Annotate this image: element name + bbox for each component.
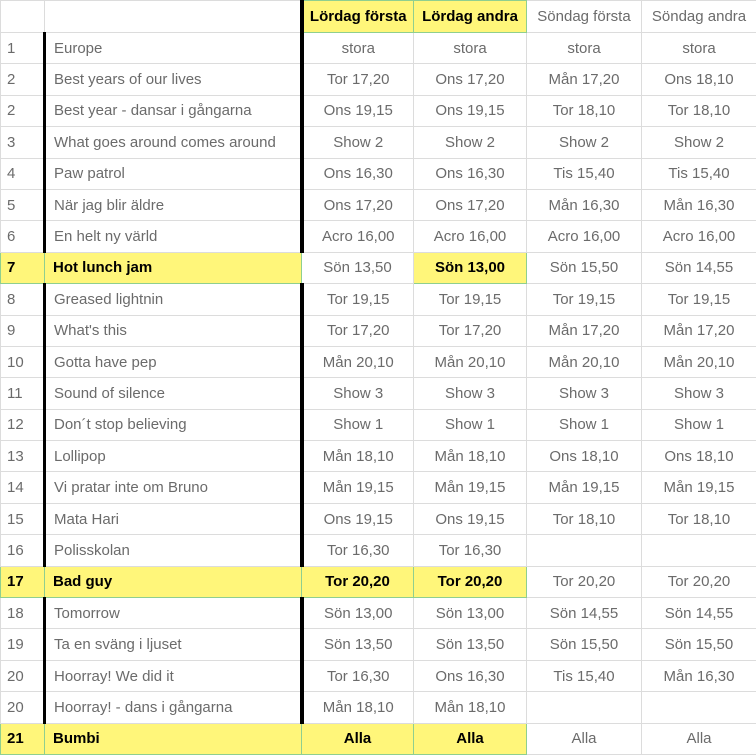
- row-number-cell[interactable]: 8: [1, 284, 45, 315]
- schedule-cell[interactable]: Sön 13,00: [414, 598, 527, 629]
- schedule-cell[interactable]: Tis 15,40: [642, 158, 756, 189]
- schedule-cell[interactable]: Show 2: [414, 127, 527, 158]
- schedule-cell[interactable]: Mån 18,10: [302, 692, 414, 723]
- table-row: [1, 95, 756, 126]
- song-title-cell[interactable]: Lollipop: [45, 441, 302, 472]
- table-row: [1, 33, 756, 64]
- song-title-cell[interactable]: Europe: [45, 33, 302, 64]
- table-body: [1, 1, 756, 755]
- schedule-cell[interactable]: stora: [527, 33, 642, 64]
- schedule-cell[interactable]: Show 1: [527, 409, 642, 440]
- schedule-cell[interactable]: Show 3: [527, 378, 642, 409]
- schedule-cell[interactable]: Mån 19,15: [414, 472, 527, 503]
- table-row: [1, 221, 756, 252]
- schedule-cell[interactable]: Mån 16,30: [642, 189, 756, 220]
- column-header-sondag-andra[interactable]: Söndag andra: [642, 1, 756, 33]
- schedule-cell[interactable]: Mån 20,10: [527, 346, 642, 377]
- row-number-cell[interactable]: 20: [1, 692, 45, 723]
- schedule-cell[interactable]: Show 1: [642, 409, 756, 440]
- schedule-cell[interactable]: Show 2: [302, 127, 414, 158]
- row-number-cell[interactable]: 3: [1, 127, 45, 158]
- schedule-cell[interactable]: Tor 20,20: [642, 566, 756, 597]
- schedule-cell[interactable]: Ons 16,30: [414, 158, 527, 189]
- schedule-cell[interactable]: Ons 16,30: [302, 158, 414, 189]
- schedule-cell[interactable]: Show 1: [302, 409, 414, 440]
- schedule-cell[interactable]: Show 1: [414, 409, 527, 440]
- schedule-cell[interactable]: Tis 15,40: [527, 660, 642, 691]
- schedule-cell[interactable]: Sön 13,00: [302, 598, 414, 629]
- schedule-cell[interactable]: Mån 17,20: [642, 315, 756, 346]
- schedule-cell[interactable]: Mån 18,10: [414, 441, 527, 472]
- schedule-cell[interactable]: Tor 20,20: [302, 566, 414, 597]
- header-row: [1, 1, 756, 33]
- schedule-cell[interactable]: Tor 18,10: [527, 95, 642, 126]
- schedule-cell[interactable]: Sön 14,55: [642, 252, 756, 283]
- schedule-cell[interactable]: Show 3: [414, 378, 527, 409]
- table-row: [1, 127, 756, 158]
- schedule-cell[interactable]: Tor 17,20: [414, 315, 527, 346]
- schedule-cell[interactable]: Tor 19,15: [414, 284, 527, 315]
- song-title-cell[interactable]: Hoorray! - dans i gångarna: [45, 692, 302, 723]
- table-row: [1, 315, 756, 346]
- row-number-cell[interactable]: 21: [1, 723, 45, 754]
- corner-cell[interactable]: [1, 1, 45, 33]
- schedule-cell[interactable]: Mån 17,20: [527, 64, 642, 95]
- schedule-cell[interactable]: stora: [302, 33, 414, 64]
- song-title-cell[interactable]: Greased lightnin: [45, 284, 302, 315]
- table-row: [1, 566, 756, 597]
- table-row: [1, 158, 756, 189]
- column-header-lordag-andra[interactable]: Lördag andra: [414, 1, 527, 33]
- row-number-cell[interactable]: 19: [1, 629, 45, 660]
- song-title-cell[interactable]: Best years of our lives: [45, 64, 302, 95]
- row-number-cell[interactable]: 7: [1, 252, 45, 283]
- song-title-cell[interactable]: Ta en sväng i ljuset: [45, 629, 302, 660]
- schedule-cell[interactable]: Tor 16,30: [414, 535, 527, 566]
- schedule-cell[interactable]: Tor 18,10: [642, 95, 756, 126]
- schedule-cell[interactable]: Ons 18,10: [642, 64, 756, 95]
- schedule-cell[interactable]: Ons 16,30: [414, 660, 527, 691]
- schedule-cell[interactable]: Ons 17,20: [414, 189, 527, 220]
- schedule-cell[interactable]: Tor 19,15: [302, 284, 414, 315]
- schedule-cell[interactable]: Tor 16,30: [302, 535, 414, 566]
- schedule-cell[interactable]: Tor 19,15: [642, 284, 756, 315]
- row-number-cell[interactable]: 1: [1, 33, 45, 64]
- schedule-cell[interactable]: [642, 535, 756, 566]
- song-title-cell[interactable]: Vi pratar inte om Bruno: [45, 472, 302, 503]
- schedule-cell[interactable]: Sön 13,50: [302, 252, 414, 283]
- schedule-cell[interactable]: Alla: [302, 723, 414, 754]
- song-title-cell[interactable]: När jag blir äldre: [45, 189, 302, 220]
- row-number-cell[interactable]: 11: [1, 378, 45, 409]
- schedule-cell[interactable]: Sön 13,50: [414, 629, 527, 660]
- song-title-cell[interactable]: Polisskolan: [45, 535, 302, 566]
- schedule-cell[interactable]: Alla: [527, 723, 642, 754]
- song-title-cell[interactable]: Bumbi: [45, 723, 302, 754]
- schedule-cell[interactable]: Ons 19,15: [414, 95, 527, 126]
- schedule-cell[interactable]: Mån 18,10: [414, 692, 527, 723]
- row-number-cell[interactable]: 14: [1, 472, 45, 503]
- schedule-cell[interactable]: Tor 20,20: [527, 566, 642, 597]
- column-header-lordag-forsta[interactable]: Lördag första: [302, 1, 414, 33]
- schedule-cell[interactable]: Ons 18,10: [642, 441, 756, 472]
- schedule-cell[interactable]: Ons 19,15: [302, 503, 414, 534]
- table-row: [1, 284, 756, 315]
- header-title-cell[interactable]: [45, 1, 302, 33]
- table-row: [1, 598, 756, 629]
- schedule-cell[interactable]: Sön 14,55: [527, 598, 642, 629]
- row-number-cell[interactable]: 12: [1, 409, 45, 440]
- table-row: [1, 346, 756, 377]
- row-number-cell[interactable]: 13: [1, 441, 45, 472]
- schedule-cell[interactable]: Show 2: [642, 127, 756, 158]
- row-number-cell[interactable]: 2: [1, 64, 45, 95]
- table-row: [1, 692, 756, 723]
- schedule-cell[interactable]: Sön 15,50: [527, 252, 642, 283]
- schedule-cell[interactable]: Mån 19,15: [642, 472, 756, 503]
- schedule-cell[interactable]: stora: [414, 33, 527, 64]
- schedule-cell[interactable]: Acro 16,00: [527, 221, 642, 252]
- table-row: [1, 503, 756, 534]
- schedule-cell[interactable]: Tis 15,40: [527, 158, 642, 189]
- song-title-cell[interactable]: Tomorrow: [45, 598, 302, 629]
- row-number-cell[interactable]: 16: [1, 535, 45, 566]
- schedule-cell[interactable]: Ons 17,20: [414, 64, 527, 95]
- row-number-cell[interactable]: 6: [1, 221, 45, 252]
- schedule-cell[interactable]: Show 2: [527, 127, 642, 158]
- row-number-cell[interactable]: 10: [1, 346, 45, 377]
- schedule-cell[interactable]: Mån 20,10: [642, 346, 756, 377]
- schedule-cell[interactable]: Tor 18,10: [642, 503, 756, 534]
- schedule-cell[interactable]: Tor 19,15: [527, 284, 642, 315]
- row-number-cell[interactable]: 4: [1, 158, 45, 189]
- schedule-cell[interactable]: Mån 20,10: [302, 346, 414, 377]
- schedule-cell[interactable]: Sön 15,50: [642, 629, 756, 660]
- schedule-cell[interactable]: Alla: [642, 723, 756, 754]
- schedule-cell[interactable]: Show 3: [642, 378, 756, 409]
- song-title-cell[interactable]: Gotta have pep: [45, 346, 302, 377]
- table-row: [1, 64, 756, 95]
- schedule-cell[interactable]: Tor 18,10: [527, 503, 642, 534]
- schedule-cell[interactable]: [642, 692, 756, 723]
- schedule-cell[interactable]: Ons 17,20: [302, 189, 414, 220]
- table-row: [1, 723, 756, 754]
- schedule-cell[interactable]: [527, 535, 642, 566]
- row-number-cell[interactable]: 17: [1, 566, 45, 597]
- schedule-cell[interactable]: Tor 16,30: [302, 660, 414, 691]
- schedule-cell[interactable]: Mån 18,10: [302, 441, 414, 472]
- row-number-cell[interactable]: 18: [1, 598, 45, 629]
- table-row: [1, 472, 756, 503]
- table-row: [1, 629, 756, 660]
- song-title-cell[interactable]: Hot lunch jam: [45, 252, 302, 283]
- schedule-cell[interactable]: Acro 16,00: [302, 221, 414, 252]
- schedule-cell[interactable]: stora: [642, 33, 756, 64]
- song-title-cell[interactable]: Best year - dansar i gångarna: [45, 95, 302, 126]
- song-title-cell[interactable]: Sound of silence: [45, 378, 302, 409]
- table-row: [1, 660, 756, 691]
- song-title-cell[interactable]: What's this: [45, 315, 302, 346]
- table-row: [1, 441, 756, 472]
- schedule-cell[interactable]: Mån 19,15: [527, 472, 642, 503]
- table-row: [1, 189, 756, 220]
- schedule-cell[interactable]: Sön 13,00: [414, 252, 527, 283]
- row-number-cell[interactable]: 5: [1, 189, 45, 220]
- schedule-cell[interactable]: Ons 19,15: [302, 95, 414, 126]
- row-number-cell[interactable]: 9: [1, 315, 45, 346]
- schedule-cell[interactable]: Mån 17,20: [527, 315, 642, 346]
- song-title-cell[interactable]: Paw patrol: [45, 158, 302, 189]
- schedule-cell[interactable]: Tor 20,20: [414, 566, 527, 597]
- schedule-cell[interactable]: Ons 18,10: [527, 441, 642, 472]
- song-title-cell[interactable]: Mata Hari: [45, 503, 302, 534]
- schedule-cell[interactable]: Acro 16,00: [642, 221, 756, 252]
- schedule-cell[interactable]: Show 3: [302, 378, 414, 409]
- schedule-cell[interactable]: Mån 16,30: [642, 660, 756, 691]
- schedule-cell[interactable]: Tor 17,20: [302, 64, 414, 95]
- row-number-cell[interactable]: 20: [1, 660, 45, 691]
- schedule-cell[interactable]: Alla: [414, 723, 527, 754]
- song-title-cell[interactable]: En helt ny värld: [45, 221, 302, 252]
- table-row: [1, 409, 756, 440]
- table-row: [1, 252, 756, 283]
- schedule-cell[interactable]: Ons 19,15: [414, 503, 527, 534]
- schedule-cell[interactable]: Sön 13,50: [302, 629, 414, 660]
- row-number-cell[interactable]: 15: [1, 503, 45, 534]
- song-title-cell[interactable]: Don´t stop believing: [45, 409, 302, 440]
- schedule-cell[interactable]: [527, 692, 642, 723]
- schedule-cell[interactable]: Mån 16,30: [527, 189, 642, 220]
- schedule-cell[interactable]: Mån 20,10: [414, 346, 527, 377]
- schedule-cell[interactable]: Sön 14,55: [642, 598, 756, 629]
- table-row: [1, 378, 756, 409]
- column-header-sondag-forsta[interactable]: Söndag första: [527, 1, 642, 33]
- schedule-cell[interactable]: Sön 15,50: [527, 629, 642, 660]
- schedule-cell[interactable]: Tor 17,20: [302, 315, 414, 346]
- song-title-cell[interactable]: What goes around comes around: [45, 127, 302, 158]
- song-title-cell[interactable]: Bad guy: [45, 566, 302, 597]
- song-title-cell[interactable]: Hoorray! We did it: [45, 660, 302, 691]
- schedule-cell[interactable]: Acro 16,00: [414, 221, 527, 252]
- table-row: [1, 535, 756, 566]
- row-number-cell[interactable]: 2: [1, 95, 45, 126]
- schedule-cell[interactable]: Mån 19,15: [302, 472, 414, 503]
